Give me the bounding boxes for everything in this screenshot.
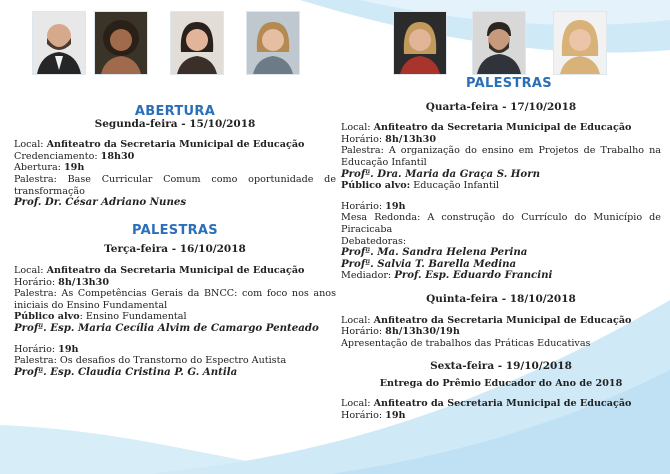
quarta-day: Quarta-feira - 17/10/2018 [425,100,577,113]
abertura-local: Local: Anfiteatro da Secretaria Municipal de Educação [14,139,305,151]
terca-speaker-2: Profª. Esp. Claudia Cristina P. G. Antila [14,365,238,378]
terca-speaker-1: Profª. Esp. Maria Cecília Alvim de Camargo Penteado [14,321,319,334]
quarta-palestra: Palestra: A organização do ensino em Projetos de Trabalho na Educação Infantil [341,145,661,168]
woman-blonde-hair-photo [553,11,607,75]
sexta-horario: Horário: 19h [341,410,406,422]
quinta-local: Local: Anfiteatro da Secretaria Municipal de Educação [341,314,632,326]
quarta-debatedoras-label: Debatedoras: [341,235,407,247]
quarta-publico: Público alvo: Educação Infantil [341,180,499,192]
abertura-day: Segunda-feira - 15/10/2018 [94,117,256,130]
quinta-day: Quinta-feira - 18/10/2018 [426,292,576,305]
woman-blonde-red-top-photo [393,11,447,75]
quarta-horario-2: Horário: 19h [341,200,406,212]
terca-palestra-2: Palestra: Os desafios do Transtorno do Espectro Autista [14,355,287,367]
terca-palestra: Palestra: As Competências Gerais da BNCC: com foco nos anos iniciais do Ensino Fundamental [14,288,336,311]
left-palestras-title: PALESTRAS [132,222,218,238]
quinta-apresentacao: Apresentação de trabalhos das Práticas Educativas [341,337,591,349]
quarta-mediador: Mediador: Prof. Esp. Eduardo Francini [341,269,553,282]
sexta-local: Local: Anfiteatro da Secretaria Municipal de Educação [341,398,632,410]
terca-horario-2: Horário: 19h [14,343,79,355]
quarta-mesa-redonda: Mesa Redonda: A construção do Currículo do Município de Piracicaba [341,212,661,235]
abertura-palestra: Palestra: Base Curricular Comum como oportunidade de transformação [14,173,336,197]
man-dark-hair-photo [472,11,526,75]
quarta-speaker: Profª. Dra. Maria da Graça S. Horn [341,167,540,180]
terca-publico: Público alvo: Ensino Fundamental [14,311,187,323]
quarta-local: Local: Anfiteatro da Secretaria Municipal de Educação [341,122,632,134]
quarta-debatedora-1: Profª. Ma. Sandra Helena Perina [341,246,528,259]
terca-day: Terça-feira - 16/10/2018 [104,243,246,256]
terca-horario: Horário: 8h/13h30 [14,276,110,288]
quinta-horario: Horário: 8h/13h30/19h [341,326,460,338]
man-with-beard-photo [32,11,86,75]
sexta-day: Sexta-feira - 19/10/2018 [430,360,572,373]
terca-local: Local: Anfiteatro da Secretaria Municipal de Educação [14,264,305,276]
sexta-entrega: Entrega do Prêmio Educador do Ano de 2018 [379,377,623,389]
left-column [14,106,336,378]
right-palestras-title: PALESTRAS [466,76,552,91]
abertura-speaker: Prof. Dr. César Adriano Nunes [14,196,187,209]
abertura-time: Abertura: 19h [14,162,85,174]
quarta-debatedora-2: Profª. Salvia T. Barella Medina [341,257,517,270]
quarta-horario: Horário: 8h/13h30 [341,133,437,145]
woman-dark-hair-photo [170,11,224,75]
woman-blonde-smiling-photo [246,11,300,75]
abertura-credenciamento: Credenciamento: 18h30 [14,150,135,162]
abertura-title: ABERTURA [134,104,216,119]
right-column [341,78,661,422]
woman-curly-hair-photo [94,11,148,75]
